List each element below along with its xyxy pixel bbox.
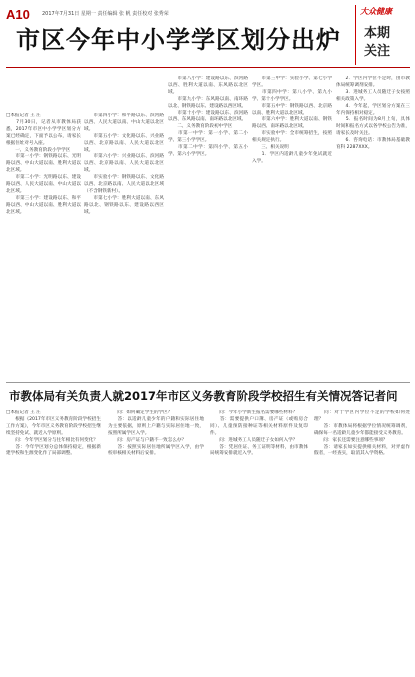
logo-line-1: 本期 — [364, 26, 391, 41]
header-meta: 2017年7月31日 星期一 责任编辑 张 帆 责任校对 张秀荣 — [42, 11, 169, 17]
article2-text-1: □本报记者 王 庄 根据《2017年市区义务教育阶段学校招生工作方案》，今年市区义务教育阶段学校招生继续坚持免试、就近入学原则。 问：今年学区划分与往年相比有何变化？ 答：今年学区划分总体保持稳定，根据新建学校和生源变化作了局部调整。 — [6, 410, 101, 457]
article1-column-5 — [336, 76, 410, 376]
article2-text-4: 问：对于学区内学位不足的学校如何处理？ 答：市教体局将根据学位情况统筹调剂，确保每一名适龄儿童少年都能接受义务教育。 问：家长还需要注意哪些事项？ 答：请家长如实提供相关材料，对弄虚作假者，一经查实，取消其入学资格。 — [314, 410, 410, 457]
article1-text-1: □本报记者 王 庄 7月30日，记者从市教体局获悉，2017年市区中小学学区划分方案已经确定，下面予以公布，请家长根据住址对号入座。 一、义务教育阶段小学学区 市第一小学：钢铁路以东、光明路以西、中山大道以南、胜利大道以北区域。 市第二小学：光明路以东、建设路以西、人民大道以南、中山大道以北区域。 市第三小学：建设路以东、和平路以西、中山大道以南、胜利大道以北区域。 — [6, 113, 81, 215]
logo-brand: 大众健康 — [360, 7, 392, 16]
article1-column-4 — [252, 76, 332, 376]
section-divider — [6, 382, 410, 383]
page-number: A10 — [6, 7, 30, 22]
article2-column-4 — [314, 410, 410, 672]
article1-text-3: 市第八小学：建设路以东、滨河路以西、胜利大道以南、东风路以北区域。 市第九小学：东风路以南、南环路以北、钢铁路以东、建设路以西区域。 市第十小学：建设路以东、滨河路以西、东风路以南、南环路以北区域。 二、义务教育阶段初中学区 市第一中学：第一小学、第二小学、第三小学学区。 市第二中学：第四小学、第五小学、第六小学学区。 — [168, 76, 248, 157]
article1-column-3 — [168, 76, 248, 376]
article2-text-2: 问：如何确定学生的学区？ 答：以适龄儿童少年的户籍和实际居住地为主要依据，原则上户籍与实际居住地一致，按照所属学区入学。 问：房产证与户籍不一致怎么办？ 答：按照实际居住地所属学区入学，由学校审核相关材料后安排。 — [108, 410, 204, 457]
article2-column-1 — [6, 410, 101, 672]
main-headline: 市区今年中小学学区划分出炉 — [16, 26, 341, 54]
article2-column-2 — [108, 410, 204, 672]
article1-text-5: 2．学区内学位不足时，由市教体局统筹调剂安排。 3．进城务工人员随迁子女按照相关政策入学。 4．今年起，学区划分方案在三年内保持相对稳定。 5．报名时间为8月上旬，具体时间和报名方式以各学校公告为准，请家长及时关注。 6．咨询电话：市教体局基础教育科 2287XXX。 — [336, 76, 410, 151]
logo-line-2: 关注 — [364, 44, 391, 59]
header-divider — [6, 67, 410, 68]
article1-text-2: 市第四小学：和平路以东、滨河路以西、人民大道以南、中山大道以北区域。 市第五小学：文化路以东、兴业路以西、北京路以南、人民大道以北区域。 市第六小学：兴业路以东、滨河路以西、北京路以南、人民大道以北区域。 市实验小学：钢铁路以东、文化路以西、北京路以南、人民大道以北区域（不含钢铁新村）。 市第七小学：胜利大道以南、东风路以北、钢铁路以东、建设路以西区域。 — [84, 113, 164, 215]
article1-text-4: 市第三中学：实验小学、第七小学学区。 市第四中学：第八小学、第九小学、第十小学学区。 市第五中学：钢铁路以西、北京路以南、胜利大道以北区域。 市第六中学：胜利大道以南、钢铁路以西、南环路以北区域。 市实验中学：全市统筹招生，按照相关规定执行。 三、相关说明 1．学区内适龄儿童少年免试就近入学。 — [252, 76, 332, 164]
second-headline: 市教体局有关负责人就2017年市区义务教育阶段学校招生有关情况答记者问 — [9, 389, 398, 403]
article1-column-1 — [6, 113, 81, 373]
article2-text-3: 问：今年小学新生报名需要哪些材料？ 答：需要提供户口簿、房产证（或购房合同）、儿童预防接种证等相关材料原件及复印件。 问：进城务工人员随迁子女如何入学？ 答：凭居住证、务工证明等材料，由市教体局统筹安排就近入学。 — [210, 410, 308, 457]
article2-column-3 — [210, 410, 308, 672]
article1-column-2 — [84, 113, 164, 373]
